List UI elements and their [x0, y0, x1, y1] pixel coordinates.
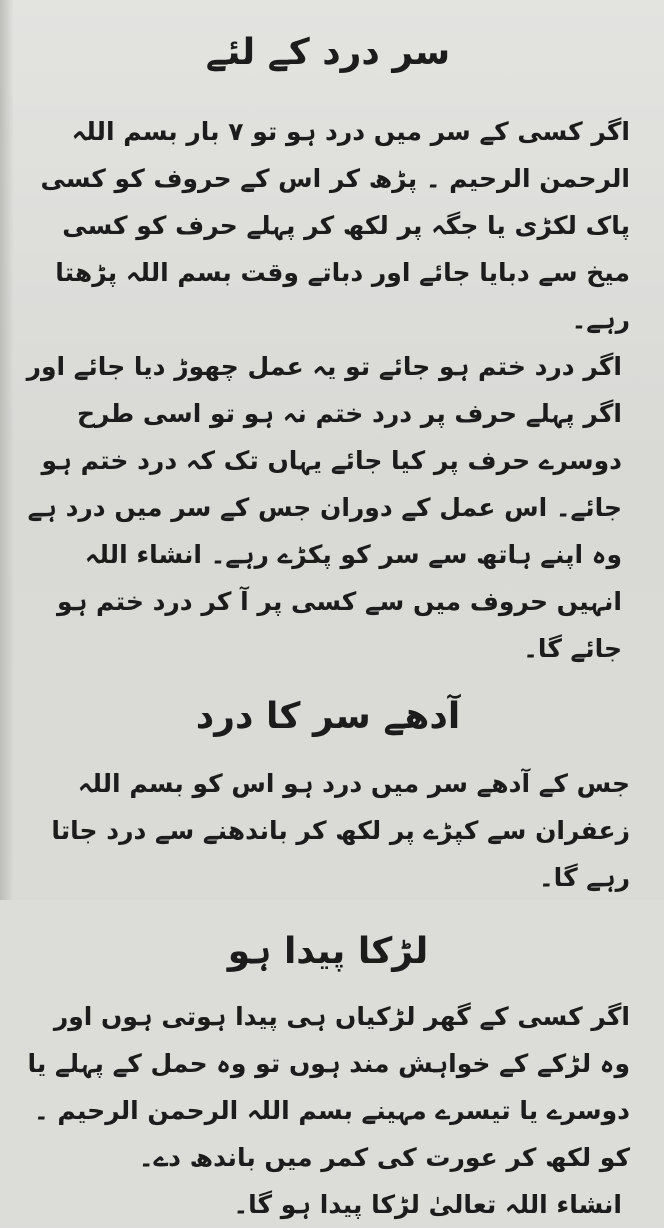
paragraph-migraine-1: جس کے آدھے سر میں درد ہو اس کو بسم اللہ زعفران سے کپڑے پر لکھ کر باندھنے سے درد جاتا رہے گا۔: [51, 769, 630, 892]
paragraph-headache-1: اگر کسی کے سر میں درد ہو تو ۷ بار بسم اللہ الرحمن الرحیم ۔ پڑھ کر اس کے حروف کو کسی پاک لکڑی یا جگہ پر لکھ کر پہلے حرف کو کسی میخ سے دبایا جائے اور دباتے وقت بسم اللہ پڑھتا رہے۔: [40, 117, 630, 334]
heading-baby-boy: لڑکا پیدا ہو: [227, 931, 429, 972]
heading-headache: سر درد کے لئے: [205, 32, 451, 73]
article: [26, 28, 630, 1228]
paragraph-baby-boy-2: انشاء اللہ تعالیٰ لڑکا پیدا ہو گا۔: [233, 1190, 622, 1219]
paragraph-headache-2: اگر درد ختم ہو جائے تو یہ عمل چھوڑ دیا جائے اور اگر پہلے حرف پر درد ختم نہ ہو تو اسی طرح دوسرے حرف پر کیا جائے یہاں تک کہ درد ختم ہو جائے۔ اس عمل کے دوران جس کے سر میں درد ہے وہ اپنے ہاتھ سے سر کو پکڑے رہے۔ انشاء اللہ انہیں حروف میں سے کسی پر آ کر درد ختم ہو جائے گا۔: [26, 352, 622, 663]
page-edge-shadow: [0, 0, 14, 900]
heading-migraine: آدھے سر کا درد: [195, 696, 461, 737]
paragraph-baby-boy-1: اگر کسی کے گھر لڑکیاں ہی پیدا ہوتی ہوں اور وہ لڑکے کے خواہش مند ہوں تو وہ حمل کے پہلے یا دوسرے یا تیسرے مہینے بسم اللہ الرحمن الرحیم ۔ کو لکھ کر عورت کی کمر میں باندھ دے۔: [27, 1002, 630, 1172]
